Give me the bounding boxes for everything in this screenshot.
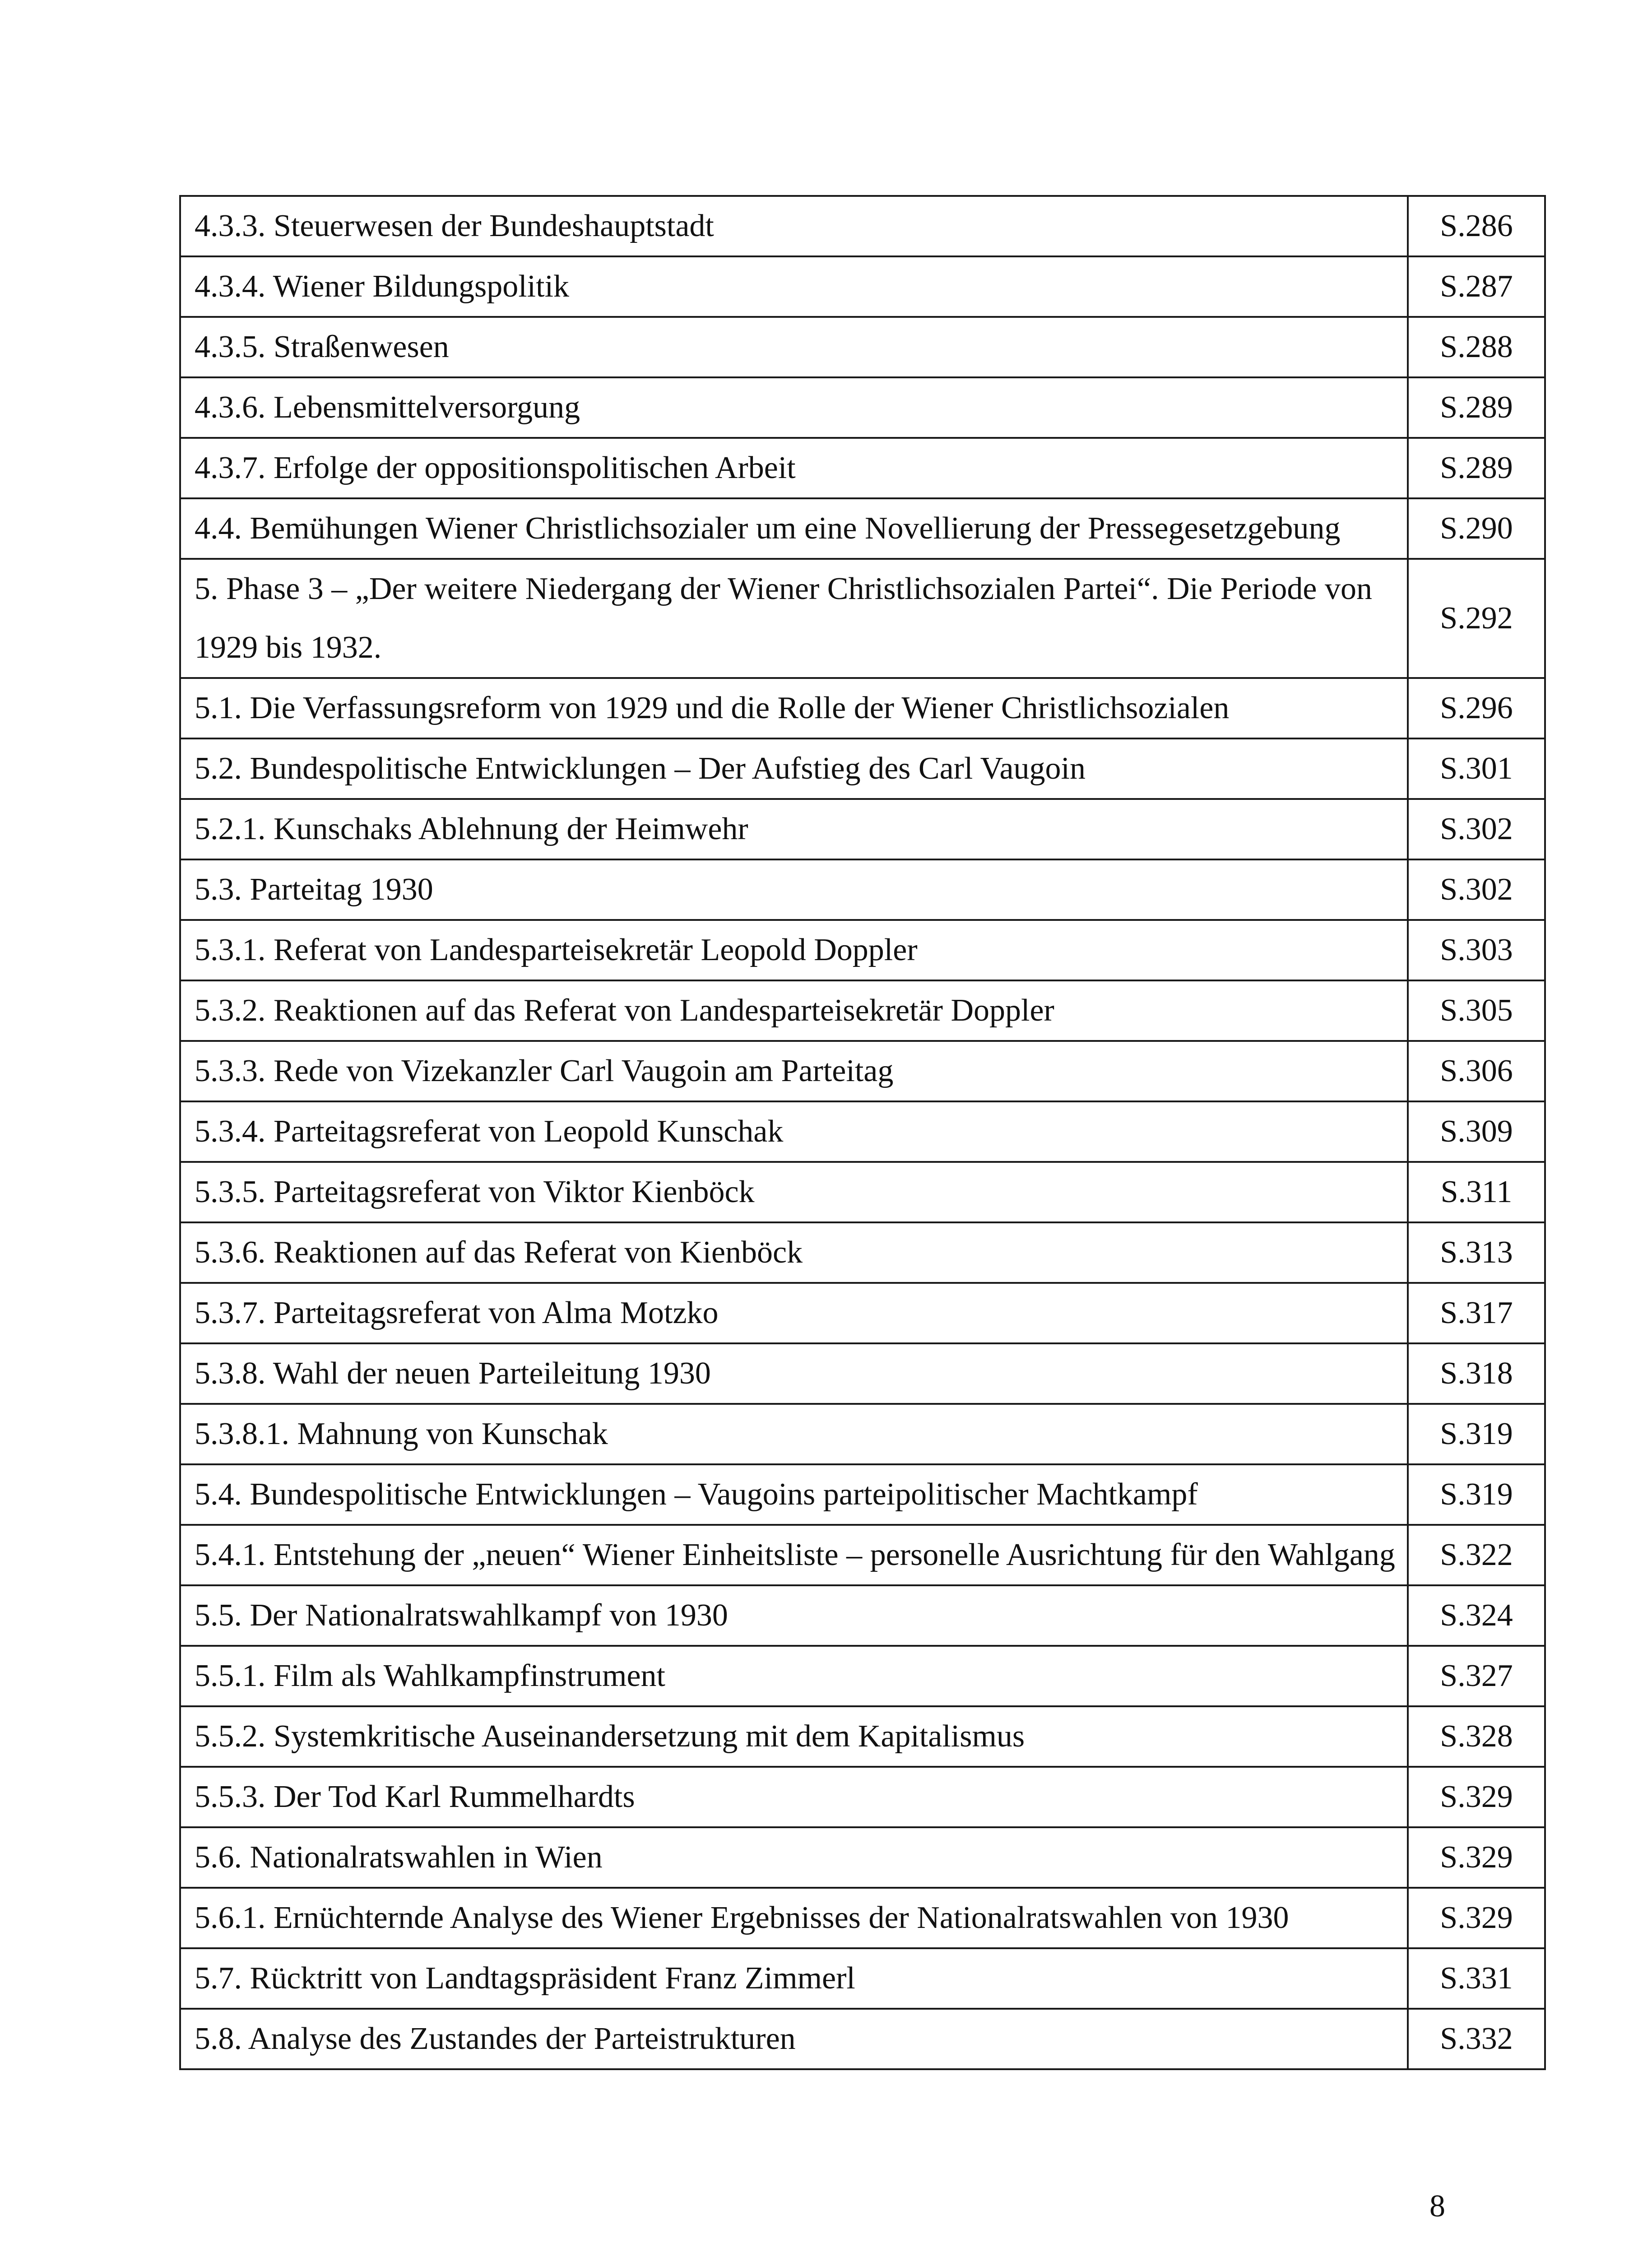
toc-entry-page: S.329 [1408,1767,1545,1827]
toc-entry-title: 5.3.8.1. Mahnung von Kunschak [180,1404,1408,1464]
toc-row [180,498,1545,559]
toc-row [180,1041,1545,1101]
toc-entry-title: 4.3.5. Straßenwesen [180,317,1408,377]
toc-entry-page: S.329 [1408,1888,1545,1948]
toc-row [180,196,1545,256]
toc-entry-page: S.331 [1408,1948,1545,2009]
toc-entry-title: 4.3.6. Lebensmittelversorgung [180,377,1408,438]
toc-row [180,1948,1545,2009]
toc-entry-page: S.322 [1408,1525,1545,1585]
toc-entry-title: 5.2. Bundespolitische Entwicklungen – Der Aufstieg des Carl Vaugoin [180,738,1408,799]
toc-row [180,859,1545,920]
toc-entry-title: 5.7. Rücktritt von Landtagspräsident Franz Zimmerl [180,1948,1408,2009]
toc-entry-page: S.296 [1408,678,1545,738]
toc-row [180,1283,1545,1343]
toc-entry-page: S.292 [1408,559,1545,678]
toc-entry-page: S.327 [1408,1646,1545,1706]
toc-entry-title: 4.3.7. Erfolge der oppositionspolitischen Arbeit [180,438,1408,498]
toc-entry-page: S.301 [1408,738,1545,799]
toc-entry-title: 5.5.3. Der Tod Karl Rummelhardts [180,1767,1408,1827]
toc-row [180,1404,1545,1464]
toc-row [180,2009,1545,2069]
toc-entry-page: S.302 [1408,859,1545,920]
toc-entry-title: 5.3.8. Wahl der neuen Parteileitung 1930 [180,1343,1408,1404]
toc-entry-title: 5.4. Bundespolitische Entwicklungen – Vaugoins parteipolitischer Machtkampf [180,1464,1408,1525]
toc-entry-title: 5.3.6. Reaktionen auf das Referat von Kienböck [180,1222,1408,1283]
toc-row [180,1162,1545,1222]
toc-entry-title: 5.6. Nationalratswahlen in Wien [180,1827,1408,1888]
toc-entry-page: S.290 [1408,498,1545,559]
toc-entry-title: 5.3.5. Parteitagsreferat von Viktor Kienböck [180,1162,1408,1222]
toc-entry-page: S.289 [1408,377,1545,438]
toc-row [180,1585,1545,1646]
toc-entry-title: 4.3.3. Steuerwesen der Bundeshauptstadt [180,196,1408,256]
toc-entry-title: 5.3. Parteitag 1930 [180,859,1408,920]
toc-row [180,799,1545,859]
toc-entry-page: S.306 [1408,1041,1545,1101]
toc-row [180,1888,1545,1948]
toc-row [180,1827,1545,1888]
toc-entry-title: 5.4.1. Entstehung der „neuen“ Wiener Einheitsliste – personelle Ausrichtung für den Wahlgang [180,1525,1408,1585]
toc-entry-page: S.313 [1408,1222,1545,1283]
toc-row [180,1101,1545,1162]
toc-entry-page: S.286 [1408,196,1545,256]
toc-row [180,1646,1545,1706]
toc-entry-title: 5.3.4. Parteitagsreferat von Leopold Kunschak [180,1101,1408,1162]
toc-entry-page: S.329 [1408,1827,1545,1888]
toc-row [180,559,1545,678]
toc-entry-title: 5. Phase 3 – „Der weitere Niedergang der Wiener Christlichsozialen Partei“. Die Periode von 1929 bis 1932. [180,559,1408,678]
toc-entry-title: 5.3.3. Rede von Vizekanzler Carl Vaugoin am Parteitag [180,1041,1408,1101]
toc-entry-title: 5.6.1. Ernüchternde Analyse des Wiener Ergebnisses der Nationalratswahlen von 1930 [180,1888,1408,1948]
toc-row [180,256,1545,317]
toc-entry-title: 5.2.1. Kunschaks Ablehnung der Heimwehr [180,799,1408,859]
toc-entry-title: 5.3.1. Referat von Landesparteisekretär Leopold Doppler [180,920,1408,980]
toc-row [180,1525,1545,1585]
toc-entry-page: S.287 [1408,256,1545,317]
toc-entry-page: S.311 [1408,1162,1545,1222]
toc-entry-page: S.332 [1408,2009,1545,2069]
toc-row [180,1706,1545,1767]
toc-row [180,438,1545,498]
toc-entry-page: S.328 [1408,1706,1545,1767]
toc-entry-title: 5.8. Analyse des Zustandes der Parteistrukturen [180,2009,1408,2069]
toc-entry-page: S.305 [1408,980,1545,1041]
toc-row [180,980,1545,1041]
toc-entry-title: 5.1. Die Verfassungsreform von 1929 und die Rolle der Wiener Christlichsozialen [180,678,1408,738]
toc-entry-page: S.303 [1408,920,1545,980]
toc-row [180,1222,1545,1283]
toc-row [180,317,1545,377]
toc-row [180,738,1545,799]
toc-row [180,377,1545,438]
toc-entry-page: S.317 [1408,1283,1545,1343]
toc-row [180,1464,1545,1525]
toc-row [180,1343,1545,1404]
toc-row [180,678,1545,738]
toc-entry-title: 5.5. Der Nationalratswahlkampf von 1930 [180,1585,1408,1646]
toc-entry-title: 5.3.7. Parteitagsreferat von Alma Motzko [180,1283,1408,1343]
toc-entry-page: S.302 [1408,799,1545,859]
toc-entry-page: S.318 [1408,1343,1545,1404]
toc-entry-page: S.324 [1408,1585,1545,1646]
toc-entry-page: S.309 [1408,1101,1545,1162]
toc-entry-title: 4.4. Bemühungen Wiener Christlichsozialer um eine Novellierung der Pressegesetzgebung [180,498,1408,559]
toc-entry-title: 5.3.2. Reaktionen auf das Referat von Landesparteisekretär Doppler [180,980,1408,1041]
toc-entry-page: S.288 [1408,317,1545,377]
toc-entry-page: S.289 [1408,438,1545,498]
toc-row [180,920,1545,980]
toc-entry-title: 4.3.4. Wiener Bildungspolitik [180,256,1408,317]
toc-body [180,196,1545,2069]
toc-table [179,195,1546,2070]
toc-entry-title: 5.5.1. Film als Wahlkampfinstrument [180,1646,1408,1706]
page-number: 8 [1429,2189,1445,2224]
toc-entry-page: S.319 [1408,1404,1545,1464]
toc-entry-title: 5.5.2. Systemkritische Auseinandersetzung mit dem Kapitalismus [180,1706,1408,1767]
toc-row [180,1767,1545,1827]
toc-entry-page: S.319 [1408,1464,1545,1525]
